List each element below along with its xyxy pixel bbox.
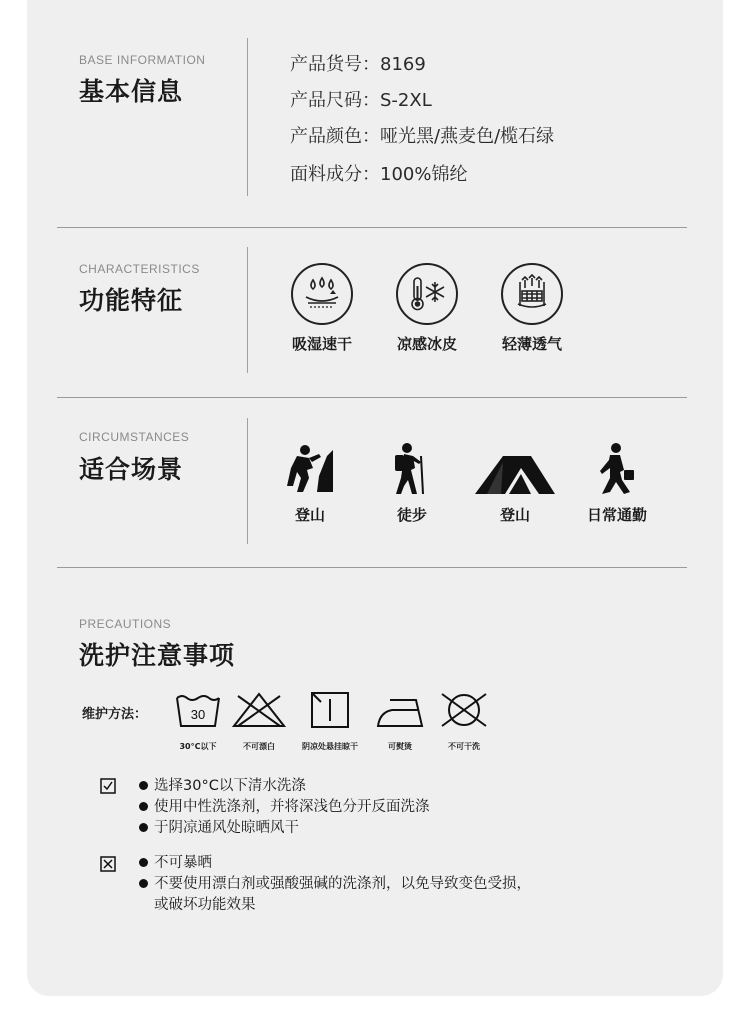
dont-list xyxy=(139,853,531,916)
feature-label: 凉感冰皮 xyxy=(396,335,457,353)
scene-item xyxy=(367,438,457,525)
scene-label: 徒步 xyxy=(396,506,427,524)
moisture-wicking-icon xyxy=(291,263,353,325)
scene-label: 登山 xyxy=(294,506,325,524)
care-caption: 30°C以下 xyxy=(179,742,217,751)
care-method-label: 维护方法： xyxy=(82,707,148,722)
bullet-icon xyxy=(139,858,148,867)
list-item: 选择30°C以下清水洗涤 xyxy=(139,776,430,797)
info-color: 产品颜色：哑光黑/燕麦色/榄石绿 xyxy=(290,126,555,147)
line-dry-shade-icon xyxy=(310,692,350,728)
wash-30-icon xyxy=(175,692,221,728)
bullet-icon xyxy=(139,802,148,811)
care-caption: 可熨烫 xyxy=(388,742,412,751)
info-sku: 产品货号：8169 xyxy=(290,54,426,75)
cooling-thermometer-icon xyxy=(396,263,458,325)
do-list xyxy=(139,776,430,839)
iron-icon xyxy=(376,692,424,728)
care-symbol xyxy=(173,692,223,752)
scenes-en-title: CIRCUMSTANCES xyxy=(79,430,190,444)
care-cn-title: 洗护注意事项 xyxy=(79,641,236,670)
info-fabric: 面料成分：100%锦纶 xyxy=(290,164,468,185)
no-bleach-icon xyxy=(232,692,286,728)
care-en-title: PRECAUTIONS xyxy=(79,617,172,631)
commuter-icon xyxy=(572,438,662,496)
list-item: 不要使用漂白剂或强酸强碱的洗涤剂，以免导致变色受损， xyxy=(139,874,531,895)
tent-icon xyxy=(470,438,560,496)
scene-item xyxy=(265,438,355,525)
scene-item xyxy=(470,438,560,525)
feature-item xyxy=(277,263,367,354)
feature-label: 吸湿速干 xyxy=(291,335,352,353)
climber-icon xyxy=(265,438,355,496)
breathable-fabric-icon xyxy=(501,263,563,325)
care-caption: 不可漂白 xyxy=(243,742,275,751)
divider xyxy=(247,418,248,544)
basic-cn-title: 基本信息 xyxy=(79,77,184,106)
feature-item xyxy=(382,263,472,354)
list-item: 使用中性洗涤剂，并将深浅色分开反面洗涤 xyxy=(139,797,430,818)
care-symbol xyxy=(437,692,491,752)
no-dry-clean-icon xyxy=(438,692,490,728)
features-en-title: CHARACTERISTICS xyxy=(79,262,200,276)
scene-item xyxy=(572,438,662,525)
divider xyxy=(247,247,248,373)
scene-label: 日常通勤 xyxy=(586,506,647,524)
list-item: 或破坏功能效果 xyxy=(154,897,256,913)
list-item: 不可暴晒 xyxy=(139,853,531,874)
section-divider xyxy=(57,567,687,568)
feature-label: 轻薄透气 xyxy=(501,335,562,353)
section-divider xyxy=(57,227,687,228)
feature-item xyxy=(487,263,577,354)
wash-temp-text: 30 xyxy=(190,707,206,722)
divider xyxy=(247,38,248,196)
bullet-icon xyxy=(139,879,148,888)
info-size: 产品尺码：S-2XL xyxy=(290,90,432,111)
scene-label: 登山 xyxy=(499,506,530,524)
bullet-icon xyxy=(139,781,148,790)
checkbox-crossed-icon xyxy=(100,856,116,872)
list-item: 于阴凉通风处晾晒风干 xyxy=(139,818,430,839)
scenes-cn-title: 适合场景 xyxy=(79,455,184,484)
section-divider xyxy=(57,397,687,398)
product-info-card xyxy=(27,0,723,996)
care-symbol xyxy=(373,692,427,752)
basic-en-title: BASE INFORMATION xyxy=(79,53,206,67)
checkbox-checked-icon xyxy=(100,778,116,794)
bullet-icon xyxy=(139,823,148,832)
hiker-icon xyxy=(367,438,457,496)
care-symbol xyxy=(295,692,365,752)
care-caption: 不可干洗 xyxy=(448,742,480,751)
care-symbol xyxy=(229,692,289,752)
features-cn-title: 功能特征 xyxy=(79,286,184,315)
care-caption: 阴凉处悬挂晾干 xyxy=(302,742,358,751)
